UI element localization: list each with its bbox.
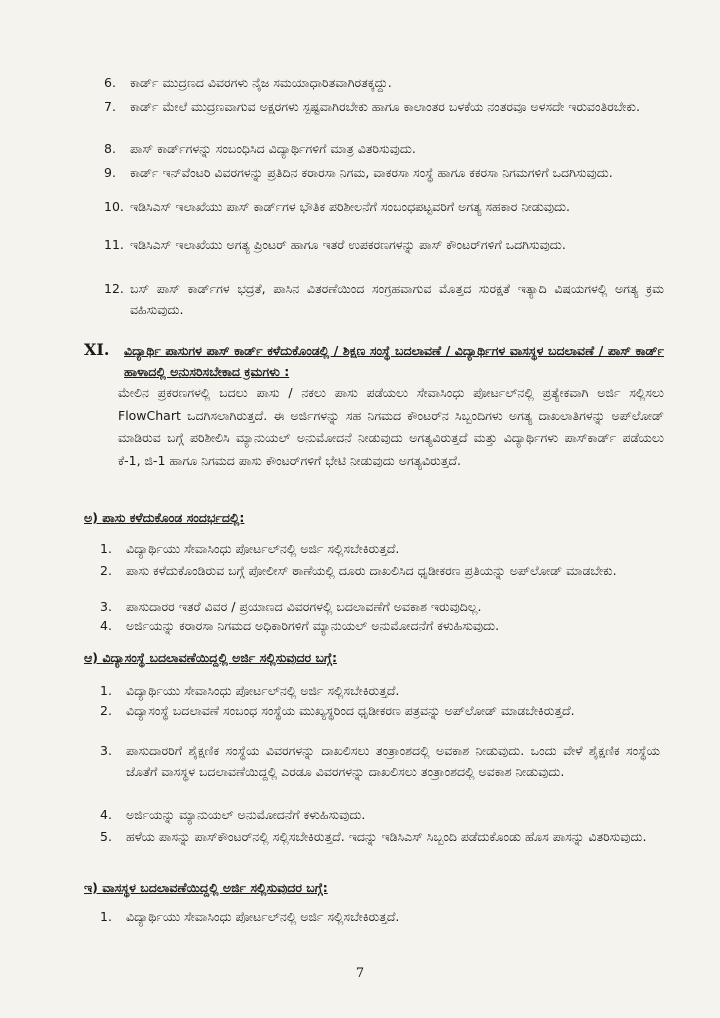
list-item [104, 96, 664, 117]
list-item [100, 538, 660, 559]
list-item [100, 740, 660, 782]
page-number: 7 [355, 966, 365, 981]
list-item [104, 196, 664, 217]
item-number: 1. [100, 909, 112, 924]
item-text: ಇಡಿಸಿಎಸ್ ಇಲಾಖೆಯು ಅಗತ್ಯ ಪ್ರಿಂಟರ್ ಹಾಗೂ ಇತರೆ ಉಪಕರಣಗಳನ್ನು ಪಾಸ್ ಕೌಂಟರ್‌ಗಳಿಗೆ ಒದಗಿಸುವುದು. [130, 237, 566, 252]
item-number: 6. [104, 75, 116, 90]
item-number: 3. [100, 743, 112, 758]
item-text: ಕಾರ್ಡ್ ಮೇಲೆ ಮುದ್ರಣವಾಗುವ ಅಕ್ಷರಗಳು ಸ್ಪಷ್ಟವಾಗಿರಬೇಕು ಹಾಗೂ ಕಾಲಾಂತರ ಬಳಕೆಯ ನಂತರವೂ ಅಳಸದೇ ಇರುವಂತಿರಬೇಕು. [130, 99, 640, 114]
section-title: ವಿದ್ಯಾರ್ಥಿ ಪಾಸುಗಳ ಪಾಸ್ ಕಾರ್ಡ್ ಕಳೆದುಕೊಂಡಲ್ಲಿ / ಶಿಕ್ಷಣ ಸಂಸ್ಥೆ ಬದಲಾವಣೆ / ವಿದ್ಯಾರ್ಥಿಗಳ ವಾಸಸ್ಥಳ ಬದಲಾವಣೆ / ಪಾಸ್ ಕಾರ್ಡ್ ಹಾಳಾದಲ್ಲಿ ಅನುಸರಿಸಬೇಕಾದ ಕ್ರಮಗಳು : [124, 343, 664, 379]
item-number: 5. [100, 829, 112, 844]
list-item [104, 72, 664, 93]
list-item [100, 596, 660, 617]
item-number: 4. [100, 807, 112, 822]
item-text: ಪಾಸುದಾರರಿಗೆ ಶೈಕ್ಷಣಿಕ ಸಂಸ್ಥೆಯ ವಿವರಗಳನ್ನು ದಾಖಲಿಸಲು ತಂತ್ರಾಂಶದಲ್ಲಿ ಅವಕಾಶ ನೀಡುವುದು. ಒಂದು ವೇಳೆ ಶೈಕ್ಷಣಿಕ ಸಂಸ್ಥೆಯ ಜೊತೆಗೆ ವಾಸಸ್ಥಳ ಬದಲಾವಣೆಯಿದ್ದಲ್ಲಿ ಎರಡೂ ವಿವರಗಳನ್ನು ದಾಖಲಿಸಲು ತಂತ್ರಾಂಶದಲ್ಲಿ ಅವಕಾಶ ನೀಡುವುದು. [126, 743, 660, 779]
list-item [104, 138, 664, 159]
item-text: ಕಾರ್ಡ್ ಇನ್‌ವೆಂಟರಿ ವಿವರಗಳನ್ನು ಪ್ರತಿದಿನ ಕರಾರಸಾ ನಿಗಮ, ವಾಕರಸಾ ಸಂಸ್ಥೆ ಹಾಗೂ ಕಕರಸಾ ನಿಗಮಗಳಿಗೆ ಒದಗಿಸುವುದು. [130, 165, 613, 180]
list-item [104, 278, 664, 320]
section-number: XI. [84, 340, 110, 359]
subsection-heading-c: ಇ) ವಾಸಸ್ಥಳ ಬದಲಾವಣೆಯಿದ್ದಲ್ಲಿ ಅರ್ಜಿ ಸಲ್ಲಿಸುವುದರ ಬಗ್ಗೆ: [84, 880, 328, 895]
list-item [104, 162, 664, 183]
list-item [104, 234, 664, 255]
list-item [100, 560, 660, 581]
item-number: 12. [104, 281, 124, 296]
item-text: ವಿದ್ಯಾಸಂಸ್ಥೆ ಬದಲಾವಣೆ ಸಂಬಂಧ ಸಂಸ್ಥೆಯ ಮುಖ್ಯಸ್ಥರಿಂದ ಧೃಡೀಕರಣ ಪತ್ರವನ್ನು ಅಪ್‌ಲೋಡ್ ಮಾಡಬೇಕಿರುತ್ತದೆ. [126, 703, 575, 718]
item-number: 2. [100, 563, 112, 578]
subsection-heading-a: ಅ) ಪಾಸು ಕಳೆದುಕೊಂಡ ಸಂದರ್ಭದಲ್ಲಿ: [84, 510, 245, 525]
item-text: ಪಾಸುದಾರರ ಇತರೆ ವಿವರ / ಪ್ರಯಾಣದ ವಿವರಗಳಲ್ಲಿ ಬದಲಾವಣೆಗೆ ಅವಕಾಶ ಇರುವುದಿಲ್ಲ. [126, 599, 482, 614]
item-text: ಅರ್ಜಿಯನ್ನು ಕರಾರಸಾ ನಿಗಮದ ಅಧಿಕಾರಿಗಳಿಗೆ ಮ್ಯಾನುಯಲ್ ಅನುಮೋದನೆಗೆ ಕಳುಹಿಸುವುದು. [126, 618, 500, 633]
item-text: ವಿದ್ಯಾರ್ಥಿಯು ಸೇವಾಸಿಂಧು ಪೋರ್ಟಲ್‌ನಲ್ಲಿ ಅರ್ಜಿ ಸಲ್ಲಿಸಬೇಕಿರುತ್ತದೆ. [126, 541, 400, 556]
subsection-heading-b: ಆ) ವಿದ್ಯಾಸಂಸ್ಥೆ ಬದಲಾವಣೆಯಿದ್ದಲ್ಲಿ ಅರ್ಜಿ ಸಲ್ಲಿಸುವುದರ ಬಗ್ಗೆ: [84, 650, 337, 665]
list-item [100, 700, 660, 721]
item-number: 11. [104, 237, 124, 252]
item-number: 7. [104, 99, 116, 114]
section-intro-paragraph: ಮೇಲಿನ ಪ್ರಕರಣಗಳಲ್ಲಿ ಬದಲು ಪಾಸು / ನಕಲು ಪಾಸು ಪಡೆಯಲು ಸೇವಾಸಿಂಧು ಪೋರ್ಟಲ್‌ನಲ್ಲಿ ಪ್ರತ್ಯೇಕವಾಗಿ ಅರ್ಜಿ ಸಲ್ಲಿಸಲು FlowChart ಒದಗಿಸಲಾಗಿರುತ್ತದೆ. ಈ ಅರ್ಜಿಗಳನ್ನು ಸಹ ನಿಗಮದ ಕೌಂಟರ್‌ನ ಸಿಬ್ಬಂದಿಗಳು ಅಗತ್ಯ ದಾಖಲಾತಿಗಳನ್ನು ಅಪ್‌ಲೋಡ್ ಮಾಡಿರುವ ಬಗ್ಗೆ ಪರಿಶೀಲಿಸಿ ಮ್ಯಾನುಯಲ್ ಅನುಮೋದನೆ ನೀಡುವುದು ಅಗತ್ಯವಿರುತ್ತದೆ ಮತ್ತು ವಿದ್ಯಾರ್ಥಿಗಳು ಪಾಸ್‌ಕಾರ್ಡ್ ಪಡೆಯಲು ಕೆ-1, ಜಿ-1 ಹಾಗೂ ನಿಗಮದ ಪಾಸು ಕೌಂಟರ್‌ಗಳಿಗೆ ಭೇಟಿ ನೀಡುವುದು ಅಗತ್ಯವಿರುತ್ತದೆ. [118, 385, 664, 468]
list-item [100, 680, 660, 701]
item-number: 8. [104, 141, 116, 156]
item-text: ಬಸ್ ಪಾಸ್ ಕಾರ್ಡ್‌ಗಳ ಭದ್ರತೆ, ಪಾಸಿನ ವಿತರಣೆಯಿಂದ ಸಂಗ್ರಹವಾಗುವ ಮೊತ್ತದ ಸುರಕ್ಷತೆ ಇತ್ಯಾದಿ ವಿಷಯಗಳಲ್ಲಿ ಅಗತ್ಯ ಕ್ರಮ ವಹಿಸುವುದು. [130, 281, 664, 317]
item-text: ಅರ್ಜಿಯನ್ನು ಮ್ಯಾನುಯಲ್ ಅನುಮೋದನೆಗೆ ಕಳುಹಿಸುವುದು. [126, 807, 366, 822]
item-number: 1. [100, 683, 112, 698]
item-text: ವಿದ್ಯಾರ್ಥಿಯು ಸೇವಾಸಿಂಧು ಪೋರ್ಟಲ್‌ನಲ್ಲಿ ಅರ್ಜಿ ಸಲ್ಲಿಸಬೇಕಿರುತ್ತದೆ. [126, 683, 400, 698]
item-number: 10. [104, 199, 124, 214]
list-item [100, 826, 660, 847]
item-number: 3. [100, 599, 112, 614]
item-text: ಕಾರ್ಡ್ ಮುದ್ರಣದ ವಿವರಗಳು ನೈಜ ಸಮಯಾಧಾರಿತವಾಗಿರತಕ್ಕದ್ದು. [130, 75, 392, 90]
item-text: ಪಾಸು ಕಳೆದುಕೊಂಡಿರುವ ಬಗ್ಗೆ ಪೋಲೀಸ್ ಠಾಣೆಯಲ್ಲಿ ದೂರು ದಾಖಲಿಸಿದ ಧೃಡೀಕರಣ ಪ್ರತಿಯನ್ನು ಅಪ್‌ಲೋಡ್ ಮಾಡಬೇಕು. [126, 563, 617, 578]
list-item [100, 906, 660, 927]
list-item [100, 804, 660, 825]
item-text: ಇಡಿಸಿಎಸ್ ಇಲಾಖೆಯು ಪಾಸ್ ಕಾರ್ಡ್‌ಗಳ ಭೌತಿಕ ಪರಿಶೀಲನೆಗೆ ಸಂಬಂಧಪಟ್ಟವರಿಗೆ ಅಗತ್ಯ ಸಹಕಾರ ನೀಡುವುದು. [130, 199, 571, 214]
item-text: ಪಾಸ್ ಕಾರ್ಡ್‌ಗಳನ್ನು ಸಂಬಂಧಿಸಿದ ವಿದ್ಯಾರ್ಥಿಗಳಿಗೆ ಮಾತ್ರ ವಿತರಿಸುವುದು. [130, 141, 416, 156]
item-text: ವಿದ್ಯಾರ್ಥಿಯು ಸೇವಾಸಿಂಧು ಪೋರ್ಟಲ್‌ನಲ್ಲಿ ಅರ್ಜಿ ಸಲ್ಲಿಸಬೇಕಿರುತ್ತದೆ. [126, 909, 400, 924]
item-number: 4. [100, 618, 112, 633]
item-number: 2. [100, 703, 112, 718]
section-heading [84, 340, 664, 382]
list-item [100, 615, 660, 636]
item-text: ಹಳೆಯ ಪಾಸನ್ನು ಪಾಸ್‌ಕೌಂಟರ್‌ನಲ್ಲಿ ಸಲ್ಲಿಸಬೇಕಿರುತ್ತದೆ. ಇದನ್ನು ಇಡಿಸಿಎಸ್ ಸಿಬ್ಬಂದಿ ಪಡೆದುಕೊಂಡು ಹೊಸ ಪಾಸನ್ನು ವಿತರಿಸುವುದು. [126, 829, 647, 844]
item-number: 9. [104, 165, 116, 180]
item-number: 1. [100, 541, 112, 556]
